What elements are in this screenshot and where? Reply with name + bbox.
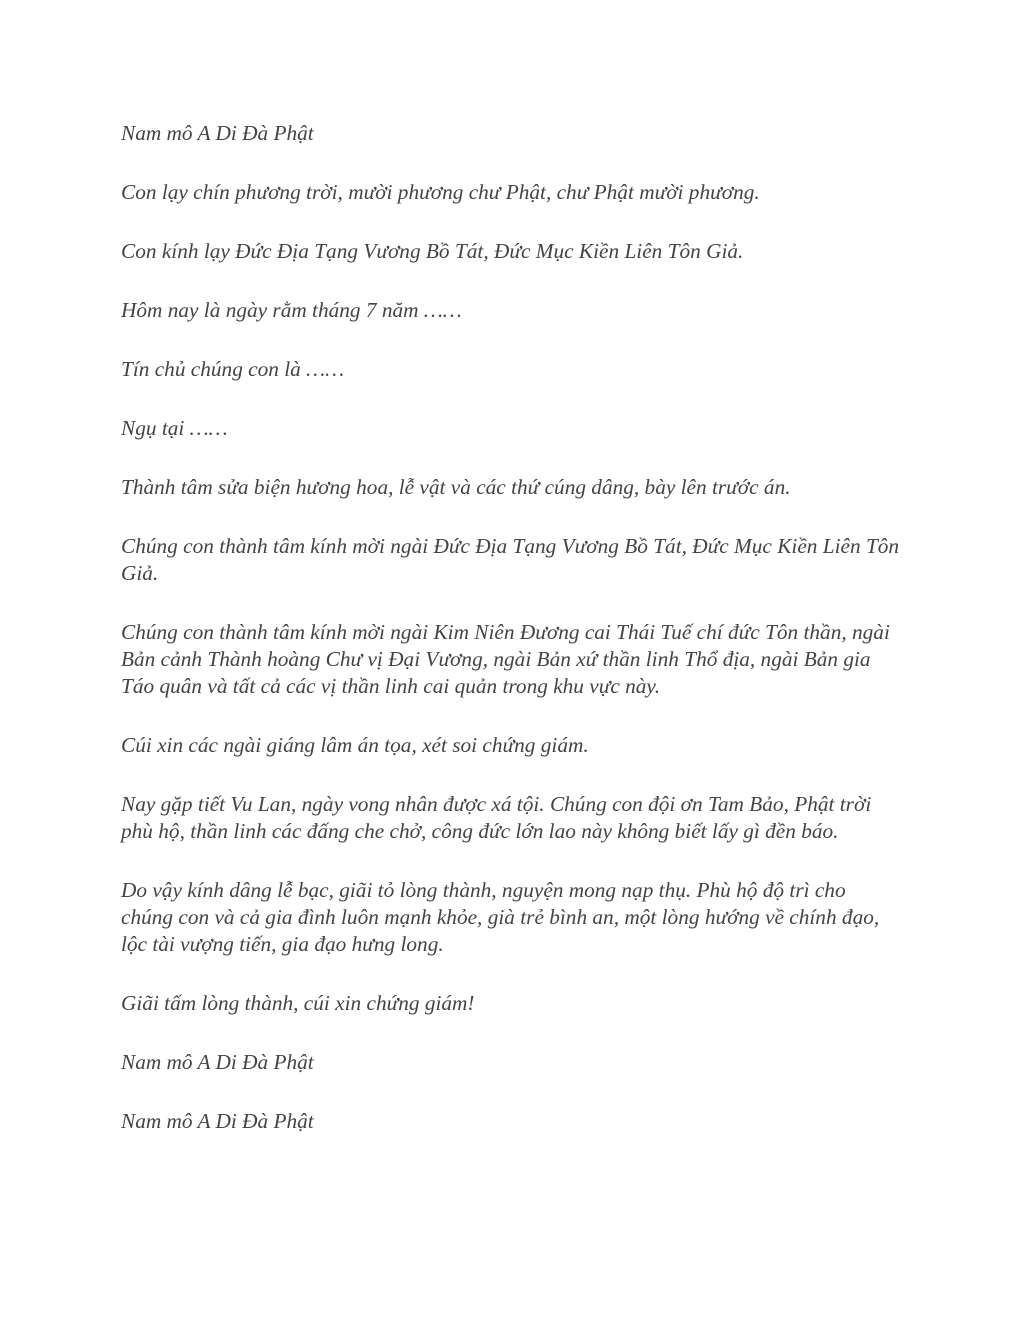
paragraph-invitation-1: Chúng con thành tâm kính mời ngài Đức Địa Tạng Vương Bồ Tát, Đức Mục Kiền Liên Tôn Giả. bbox=[121, 534, 900, 585]
paragraph-vu-lan: Nay gặp tiết Vu Lan, ngày vong nhân được xá tội. Chúng con đội ơn Tam Bảo, Phật trời phù hộ, thần linh các đấng che chở, công đức lớn lao này không biết lấy gì đền báo. bbox=[121, 792, 872, 843]
paragraph-address: Ngụ tại …… bbox=[121, 416, 228, 440]
paragraph-closing-invocation-1: Nam mô A Di Đà Phật bbox=[121, 1050, 314, 1074]
paragraph-request: Cúi xin các ngài giáng lâm án tọa, xét soi chứng giám. bbox=[121, 733, 589, 757]
paragraph-closing-plea: Giãi tấm lòng thành, cúi xin chứng giám! bbox=[121, 991, 475, 1015]
paragraph-wishes: Do vậy kính dâng lễ bạc, giãi tỏ lòng thành, nguyện mong nạp thụ. Phù hộ độ trì cho chúng con và cả gia đình luôn mạnh khỏe, già trẻ bình an, một lòng hướng về chính đạo, lộc tài vượng tiến, gia đạo hưng long. bbox=[121, 878, 880, 956]
paragraph-date: Hôm nay là ngày rằm tháng 7 năm …… bbox=[121, 298, 462, 322]
paragraph-closing-invocation-2: Nam mô A Di Đà Phật bbox=[121, 1109, 314, 1133]
paragraph-bow: Con kính lạy Đức Địa Tạng Vương Bồ Tát, Đức Mục Kiền Liên Tôn Giả. bbox=[121, 239, 744, 263]
paragraph-offerings: Thành tâm sửa biện hương hoa, lễ vật và các thứ cúng dâng, bày lên trước án. bbox=[121, 475, 791, 499]
paragraph-devotee-name: Tín chủ chúng con là …… bbox=[121, 357, 345, 381]
paragraph-opening-invocation: Nam mô A Di Đà Phật bbox=[121, 121, 314, 145]
prayer-text bbox=[121, 120, 901, 1167]
paragraph-salutation: Con lạy chín phương trời, mười phương chư Phật, chư Phật mười phương. bbox=[121, 180, 760, 204]
paragraph-invitation-2: Chúng con thành tâm kính mời ngài Kim Niên Đương cai Thái Tuế chí đức Tôn thần, ngài Bản cảnh Thành hoàng Chư vị Đại Vương, ngài Bản xứ thần linh Thổ địa, ngài Bản gia Táo quân và tất cả các vị thần linh cai quản trong khu vực này. bbox=[121, 620, 890, 698]
